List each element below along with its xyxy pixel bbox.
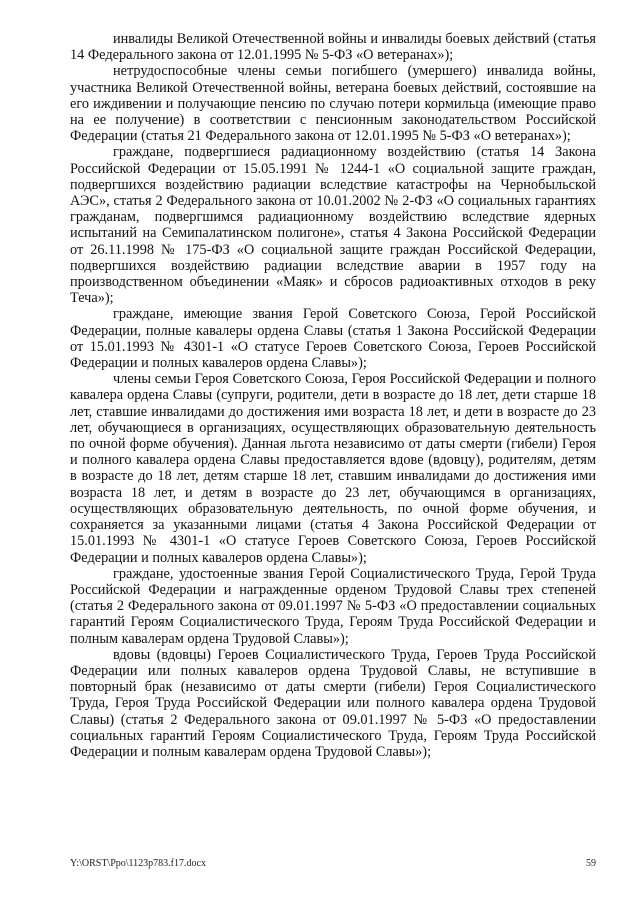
paragraph-war-invalids: инвалиды Великой Отечественной войны и инвалиды боевых действий (статья 14 Федерального закона от 12.01.1995 № 5-ФЗ «О ветеранах»); [70, 31, 596, 64]
paragraph-heroes-soviet-union: граждане, имеющие звания Герой Советского Союза, Герой Российской Федерации, полные кавалеры ордена Славы (статья 1 Закона Российской Федерации от 15.01.1993 № 4301-1 «О статусе Героев Советского Союза, Героев Российской Федерации и полных кавалеров ордена Славы»); [70, 306, 596, 372]
paragraph-heroes-of-labor: граждане, удостоенные звания Герой Социалистического Труда, Герой Труда Российской Федерации и награжденные орденом Трудовой Славы трех степеней (статья 2 Федерального закона от 09.01.1997 № 5-ФЗ «О предоставлении социальных гарантий Героям Социалистического Труда, Героям Труда Российской Федерации и полным кавалерам ордена Трудовой Славы»); [70, 565, 596, 647]
paragraph-widows-of-heroes-of-labor: вдовы (вдовцы) Героев Социалистического Труда, Героев Труда Российской Федерации или полных кавалеров ордена Трудовой Славы, не вступившие в повторный брак (независимо от даты смерти (гибели) Героя Социалистического Труда, Героя Труда Российской Федерации или полного кавалера ордена Трудовой Славы) (статья 2 Федерального закона от 09.01.1997 № 5-ФЗ «О предоставлении социальных гарантий Героям Социалистического Труда, Героям Труда Российской Федерации и полным кавалерам ордена Трудовой Славы»); [70, 646, 596, 760]
paragraph-hero-family-members: члены семьи Героя Советского Союза, Героя Российской Федерации и полного кавалера ордена Славы (супруги, родители, дети в возрасте до 18 лет, дети старше 18 лет, ставшие инвалидами до достижения ими возраста 18 лет, и дети в возрасте до 23 лет, обучающиеся в организациях, осуществляющих образовательную деятельность по очной форме обучения). Данная льгота независимо от даты смерти (гибели) Героя и полного кавалера ордена Славы предоставляется вдове (вдовцу), родителям, детям в возрасте до 18 лет, детям старше 18 лет, ставшим инвалидами до достижения ими возраста 18 лет, и детям в возрасте до 23 лет, обучающимся в организациях, осуществляющих образовательную деятельность, по очной форме обучения, и сохраняется за указанными лицами (статья 4 Закона Российской Федерации от 15.01.1993 № 4301-1 «О статусе Героев Советского Союза, Героев Российской Федерации и полных кавалеров ордена Славы»); [70, 371, 596, 566]
footer-page-number: 59 [586, 858, 596, 869]
footer-file-path: Y:\ORST\Ppo\1123p783.f17.docx [70, 858, 206, 869]
document-body [70, 31, 596, 760]
paragraph-radiation-exposed-citizens: граждане, подвергшиеся радиационному воздействию (статья 14 Закона Российской Федерации от 15.05.1991 № 1244-1 «О социальной защите граждан, подвергшихся воздействию радиации вследствие катастрофы на Чернобыльской АЭС», статья 2 Федерального закона от 10.01.2002 № 2-ФЗ «О социальных гарантиях гражданам, подвергшимся радиационному воздействию вследствие ядерных испытаний на Семипалатинском полигоне», статья 4 Закона Российской Федерации от 26.11.1998 № 175-ФЗ «О социальной защите граждан Российской Федерации, подвергшихся воздействию радиации вследствие аварии в 1957 году на производственном объединении «Маяк» и сбросов радиоактивных отходов в реку Теча»); [70, 144, 596, 307]
paragraph-family-members-of-deceased: нетрудоспособные члены семьи погибшего (умершего) инвалида войны, участника Великой Отечественной войны, ветерана боевых действий, состоявшие на его иждивении и получающие пенсию по случаю потери кормильца (имеющие право на ее получение) в соответствии с пенсионным законодательством Российской Федерации (статья 21 Федерального закона от 12.01.1995 № 5-ФЗ «О ветеранах»); [70, 63, 596, 145]
